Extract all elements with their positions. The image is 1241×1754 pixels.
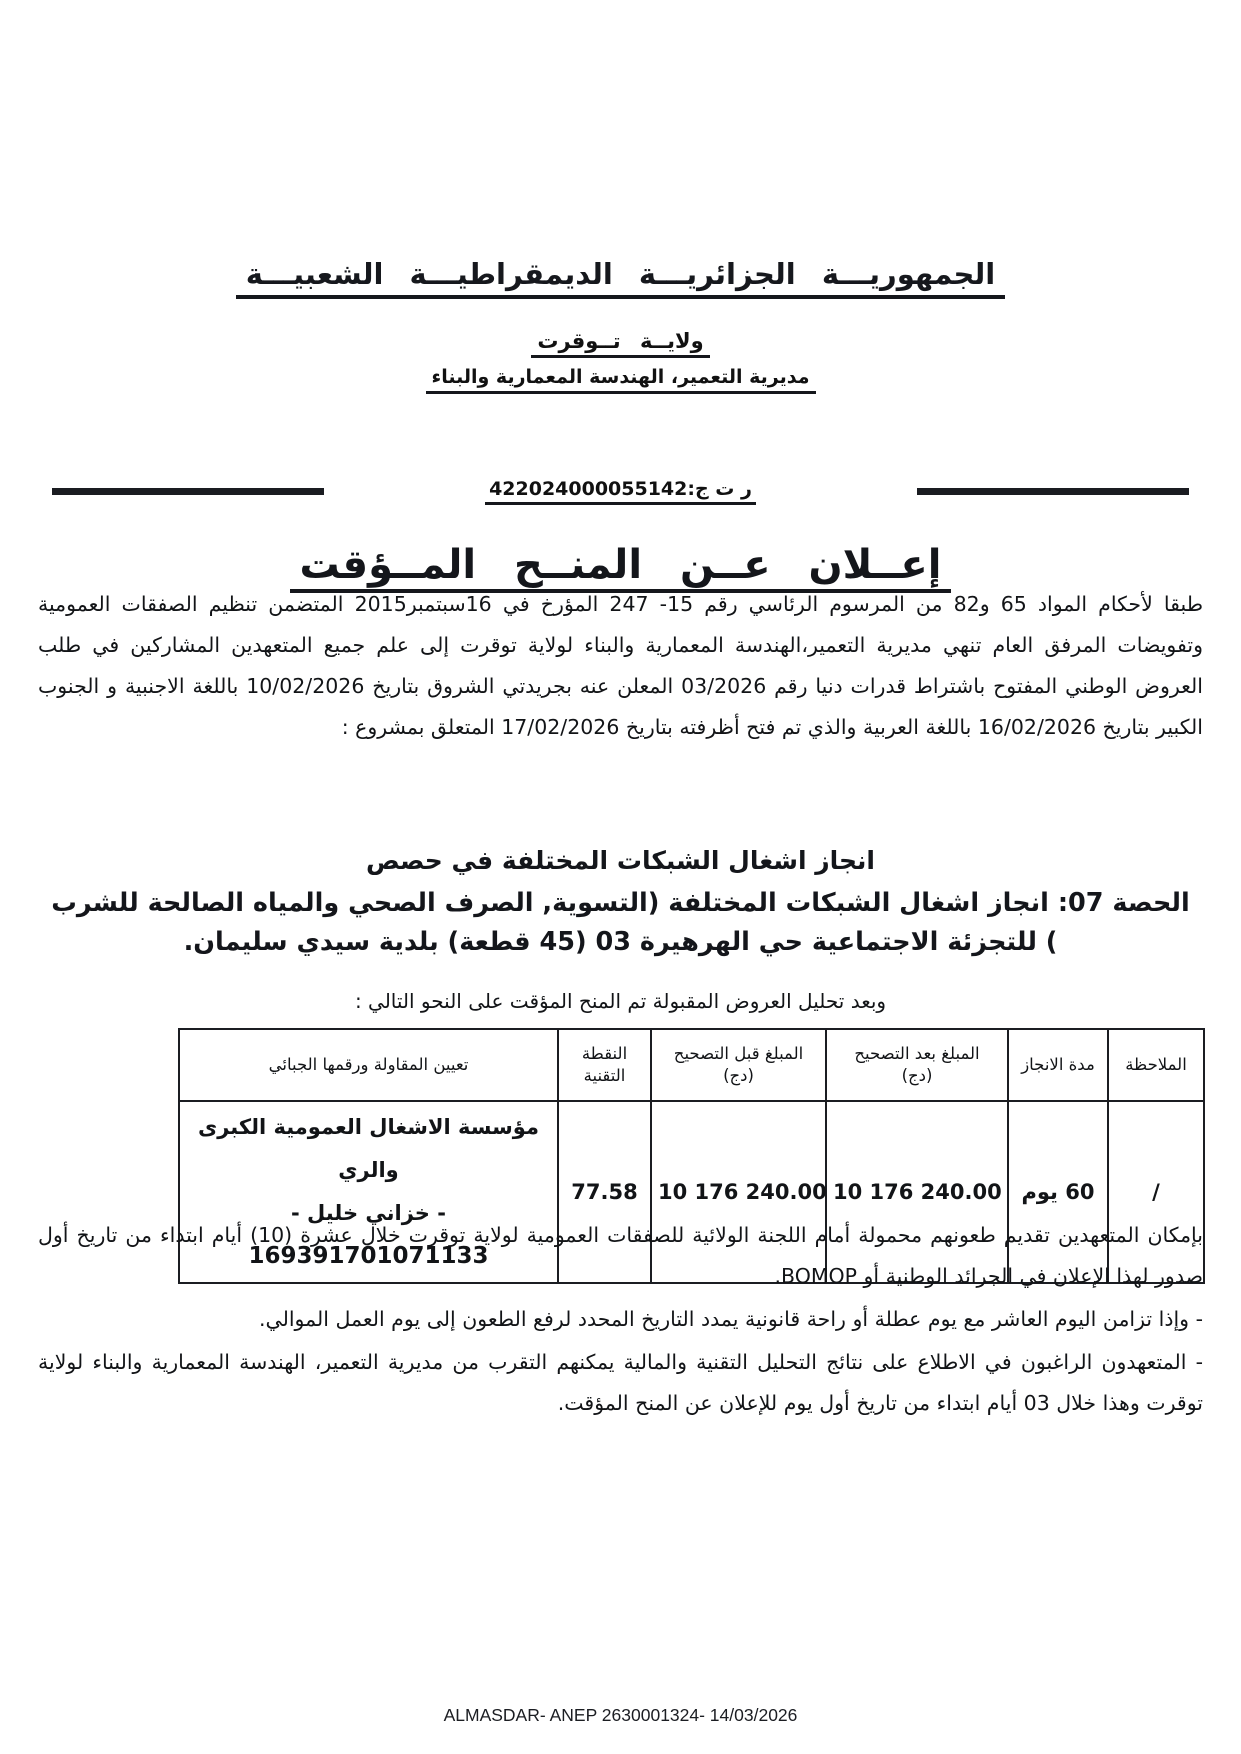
project-title-line: انجاز اشغال الشبكات المختلفة في حصص [366, 846, 875, 875]
appeal-note-1: بإمكان المتعهدين تقديم طعونهم محمولة أمام اللجنة الولائية للصفقات العمومية لولاية توقرت خلال عشرة (10) أيام ابتداء من تاريخ أول صدور لهذا الإعلان في الجرائد الوطنية أو BOMOP. [38, 1223, 1203, 1288]
reference-number: 422024000055142 [489, 478, 688, 500]
header-amount-before [651, 1029, 826, 1101]
document-header [0, 258, 1241, 394]
appeal-notes [38, 1215, 1203, 1426]
header-note: الملاحظة [1108, 1029, 1204, 1101]
cell-amount-before: 10 176 240.00 [651, 1101, 826, 1283]
cell-amount-after: 10 176 240.00 [826, 1101, 1008, 1283]
header-duration: مدة الانجاز [1008, 1029, 1108, 1101]
lot-description-block [46, 884, 1195, 962]
header-amount-before-label: المبلغ قبل التصحيح [673, 1044, 804, 1063]
appeal-note-3: - المتعهدون الراغبون في الاطلاع على نتائج التحليل التقنية والمالية يمكنهم التقرب من مديرية التعمير، الهندسة المعمارية والبناء لولاية توقرت وهذا خلال 03 أيام ابتداء من تاريخ أول يوم للإعلان عن المنح المؤقت. [38, 1350, 1203, 1415]
lot-description: انجاز اشغال الشبكات المختلفة (التسوية, الصرف الصحي والمياه الصالحة للشرب ) للتجزئة الاجتماعية حي الهرهيرة 03 (45 قطعة) بلدية سيدي سليمان. [51, 888, 1058, 957]
firm-name: مؤسسة الاشغال العمومية الكبرى والري [198, 1115, 539, 1182]
direction-heading: مديرية التعمير، الهندسة المعمارية والبناء [426, 366, 816, 394]
table-header-row [179, 1029, 1204, 1101]
firm-tax-id: 169391701071133 [248, 1243, 489, 1269]
appeal-note-2: - وإذا تزامن اليوم العاشر مع يوم عطلة أو راحة قانونية يمدد التاريخ المحدد لرفع الطعون إلى يوم العمل الموالي. [259, 1307, 1203, 1331]
header-technical-score-l1: النقطة [581, 1044, 628, 1063]
republic-heading: الجمهوريـــة الجزائريـــة الديمقراطيـــة الشعبيـــة [236, 258, 1006, 299]
wilaya-heading-wrap [0, 329, 1241, 358]
header-firm: تعيين المقاولة ورقمها الجبائي [179, 1029, 558, 1101]
cell-note: / [1108, 1101, 1204, 1283]
header-technical-score [558, 1029, 651, 1101]
reference-center [0, 478, 1241, 505]
reference-row [0, 478, 1241, 512]
lot-label: الحصة 07: [1057, 888, 1190, 918]
legal-basis-paragraph: طبقا لأحكام المواد 65 و82 من المرسوم الرئاسي رقم 15- 247 المؤرخ في 16سبتمبر2015 المتضمن تنظيم الصفقات العمومية وتفويضات المرفق العام تنهي مديرية التعمير،الهندسة المعمارية والبناء لولاية توقرت إلى علم جميع المتعهدين المشاركين في طلب العروض الوطني المفتوح باشتراط قدرات دنيا رقم 03/2026 المعلن عنه بجريدتي الشروق بتاريخ 10/02/2026 باللغة الاجنبية و الجنوب الكبير بتاريخ 16/02/2026 باللغة العربية والذي تم فتح أظرفته بتاريخ 17/02/2026 المتعلق بمشروع : [38, 592, 1204, 739]
wilaya-heading: ولايــة تــوقرت [531, 329, 709, 358]
header-amount-after-label: المبلغ بعد التصحيح [854, 1044, 980, 1063]
page-title: إعــلان عــن المنــح المــؤقت [290, 543, 952, 593]
table-intro-text: وبعد تحليل العروض المقبولة تم المنح المؤقت على النحو التالي : [354, 989, 887, 1013]
reference-text [485, 478, 756, 505]
direction-heading-wrap [0, 366, 1241, 394]
reference-label: ر ت ج: [687, 478, 752, 500]
header-amount-after [826, 1029, 1008, 1101]
header-technical-score-l2: التقنية [583, 1066, 626, 1085]
cell-duration: 60 يوم [1008, 1101, 1108, 1283]
anep-footer-stamp: ALMASDAR- ANEP 2630001324- 14/03/2026 [443, 1705, 798, 1725]
cell-technical-score: 77.58 [558, 1101, 651, 1283]
header-amount-before-unit: (دج) [723, 1066, 754, 1085]
firm-owner: - خزاني خليل - [291, 1201, 446, 1225]
header-amount-after-unit: (دج) [901, 1066, 933, 1085]
